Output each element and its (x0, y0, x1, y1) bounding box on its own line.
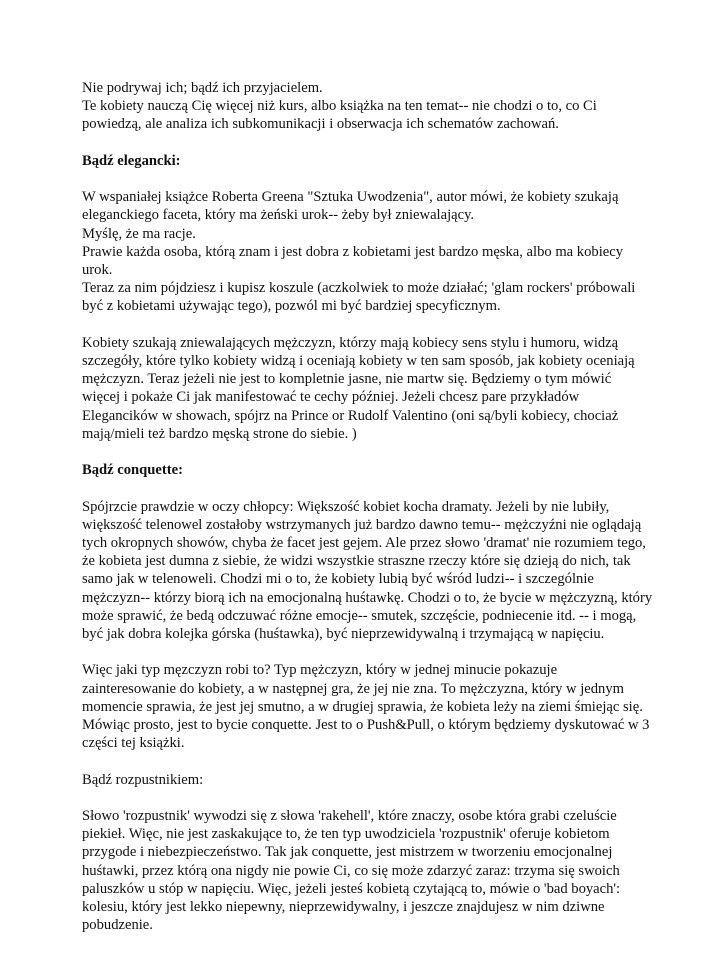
text-line: Kobiety szukają zniewalających mężczyzn, którzy mają kobiecy sens stylu i humoru, widzą (82, 334, 619, 351)
text-line: momencie sprawia, że jest jej smutno, a w drugiej sprawia, że kobieta leży na ziemi śmiejąc się. (82, 698, 643, 715)
text-line: Spójrzcie prawdzie w oczy chłopcy: Większość kobiet kocha dramaty. Jeżeli by nie lubiły, (82, 498, 610, 515)
text-line: pobudzenie. (82, 917, 153, 934)
section-heading-elegant: Bądź elegancki: (82, 152, 181, 169)
text-line: Elegancików w showach, spójrz na Prince or Rudolf Valentino (oni są/byli kobiecy, chociaż (82, 407, 619, 424)
text-line: Myślę, że ma racje. (82, 225, 196, 242)
text-line: Nie podrywaj ich; bądź ich przyjacielem. (82, 80, 323, 96)
conquette-paragraph-1 (82, 498, 652, 644)
text-line: Mówiąc prosto, jest to bycie conquette. Jest to o Push&Pull, o którym będziemy dyskutować w 3 (82, 717, 650, 734)
text-line: Prawie każda osoba, którą znam i jest dobra z kobietami jest bardzo męska, albo ma kobiecy (82, 243, 624, 260)
text-line: większość telenowel zostałoby wstrzymanych już bardzo dawno temu-- mężczyźni nie oglądają (82, 516, 642, 533)
text-line: Te kobiety nauczą Cię więcej niż kurs, albo książka na ten temat-- nie chodzi o to, co Ci (82, 98, 597, 115)
text-line: eleganckiego faceta, który ma żeński urok-- żeby był zniewalający. (82, 207, 475, 224)
text-line: huśtawki, przez którą ona nigdy nie powie Ci, co się może zdarzyć zaraz: trzyma się swoich (82, 862, 620, 879)
conquette-paragraph-2 (82, 661, 652, 752)
elegant-paragraph-2 (82, 334, 652, 443)
text-line: mężczyzn. Teraz jeżeli nie jest to kompletnie jasne, nie martw się. Będziemy o tym mówić (82, 371, 612, 388)
text-line: mężczyzn-- którzy biorą ich na emocjonalną huśtawkę. Chodzi o to, że bycie w mężczyzną, który (82, 589, 653, 606)
section-heading-conquette: Bądź conquette: (82, 462, 183, 479)
text-line: Słowo 'rozpustnik' wywodzi się z słowa 'rakehell', które znaczy, osobe która grabi czeluście (82, 808, 617, 824)
text-line: szczegóły, które tylko kobiety widzą i oceniają kobiety w ten sam sposób, jak kobiety oceniają (82, 353, 635, 369)
document-page (82, 79, 652, 953)
text-line: samo jak w telenoweli. Chodzi mi o to, że kobiety lubią być wśród ludzi-- i szczególnie (82, 571, 594, 588)
text-line: przygode i niebezpieczeństwo. Tak jak conquette, jest mistrzem w tworzeniu emocjonalnej (82, 844, 613, 861)
text-line: urok. (82, 262, 113, 278)
text-line: mają/mieli też bardzo męską strone do siebie. ) (82, 425, 357, 442)
text-line: więcej i pokaże Ci jak manifestować te cechy później. Jeżeli chcesz pare przykładów (82, 389, 580, 406)
rake-paragraph-1 (82, 807, 652, 934)
text-line: zainteresowanie do kobiety, a w następnej gra, że jej nie zna. To mężczyzna, który w jednym (82, 680, 624, 697)
text-line: powiedzą, ale analiza ich subkomunikacji i obserwacja ich schematów zachowań. (82, 116, 559, 133)
text-line: być jak dobra kolejka górska (huśtawka), być nieprzewidywalną i trzymającą w napięciu. (82, 626, 605, 643)
text-line: paluszków u stóp w napięciu. Więc, jeżeli jesteś kobietą czytającą to, mówie o 'bad boyach': (82, 880, 621, 897)
text-line: Teraz za nim pójdziesz i kupisz koszule (aczkolwiek to może działać; 'glam rockers' próbowali (82, 280, 636, 297)
text-line: części tej książki. (82, 735, 185, 752)
text-line: może sprawić, że bedą odczuwać różne emocje-- smutek, szczęście, podniecenie itd. -- i mogą, (82, 607, 637, 624)
elegant-paragraph-1 (82, 188, 652, 315)
text-line: że kobieta jest dumna z siebie, że widzi wszystkie straszne rzeczy które się dzieją do nich, tak (82, 553, 631, 570)
text-line: W wspaniałej książce Roberta Greena "Sztuka Uwodzenia", autor mówi, że kobiety szukają (82, 189, 619, 206)
text-line: kolesiu, który jest lekko niepewny, nieprzewidywalny, i jeszcze znajdujesz w nim dziwne (82, 899, 605, 916)
intro-paragraph (82, 79, 652, 134)
text-line: być z kobietami używając tego), pozwól mi być bardziej specyficznym. (82, 298, 501, 315)
text-line: tych okropnych showów, chyba że facet jest gejem. Ale przez słowo 'dramat' nie rozumiem tego, (82, 535, 646, 551)
section-heading-rake: Bądź rozpustnikiem: (82, 771, 204, 788)
text-line: piekieł. Więc, nie jest zaskakujące to, że ten typ uwodziciela 'rozpustnik' oferuje kobietom (82, 826, 610, 843)
text-line: Więc jaki typ męzczyzn robi to? Typ mężczyzn, który w jednej minucie pokazuje (82, 662, 558, 679)
